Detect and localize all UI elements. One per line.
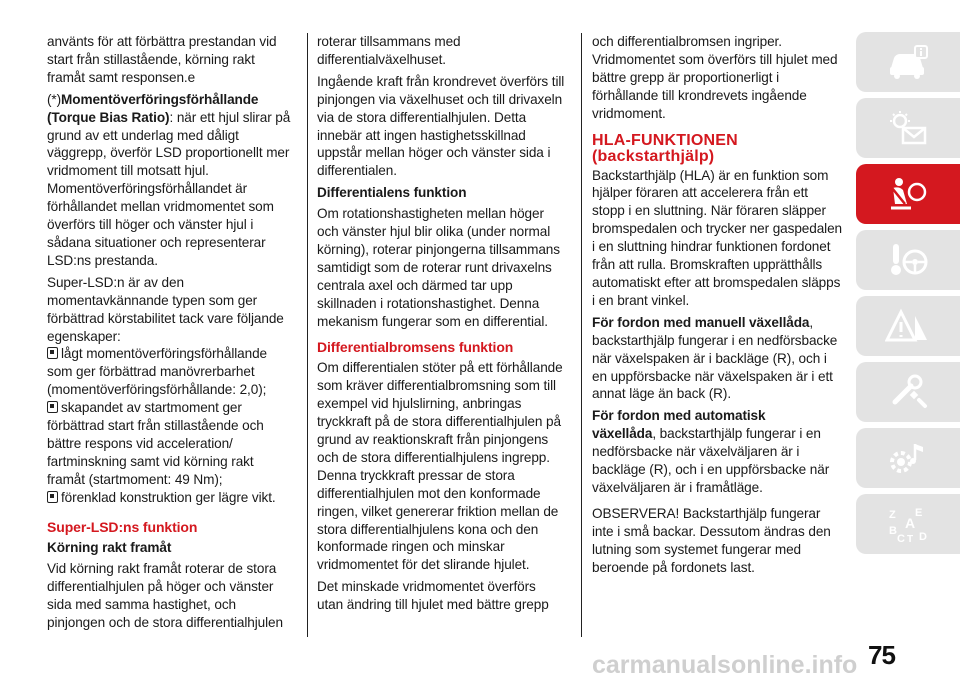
tab-car-info[interactable]	[856, 32, 960, 92]
manual-transmission-paragraph: För fordon med manuell växellåda, backstarthjälp fungerar i en nedförsbacke när växelspaken är i backläge (R), och i en uppförsbacke när växelspaken är i ett annat läge än back (R).	[592, 314, 838, 402]
paragraph: roterar tillsammans med differentialväxelhuset.	[317, 34, 461, 67]
page-number: 75	[868, 640, 895, 670]
watermark: carmanualsonline.info	[592, 651, 858, 679]
note-text: : när ett hjul slirar på grund av ett underlag med dåligt väggrepp, överför LSD proportionellt mer vridmoment till motsatt hjul. Momentöverföringsförhållandet är förhållandet mellan vridmomentet som överförs till höger och vänster hjul i sådana situationer och representerar LSD:ns prestanda.	[47, 109, 291, 268]
tab-maintenance[interactable]	[856, 362, 960, 422]
chapter-tabs	[856, 32, 960, 560]
paragraph: Super-LSD:n är av den momentavkännande typen som ger förbättrad körstabilitet tack vare följande egenskaper:	[47, 274, 284, 344]
tab-multimedia[interactable]	[856, 428, 960, 488]
bullet-icon	[47, 491, 58, 503]
wrench-tools-icon	[885, 372, 931, 412]
column-divider	[581, 33, 582, 637]
warning-triangle-icon	[885, 306, 931, 346]
tab-dashboard-lights[interactable]	[856, 98, 960, 158]
paragraph: och differentialbromsen ingriper. Vridmomentet som överförs till hjulet med bättre grepp är proportionerligt i förhållande till krondrevets ingående vridmoment.	[592, 34, 838, 121]
torque-bias-note	[47, 91, 295, 270]
bullet-icon	[47, 347, 58, 359]
index-letter: Z	[889, 509, 896, 521]
section-heading: Differentialbromsens funktion	[317, 338, 514, 355]
index-letter: D	[919, 531, 927, 543]
note-marker: (*)	[47, 91, 62, 107]
automatic-transmission-paragraph: För fordon med automatisk växellåda, backstarthjälp fungerar i en nedförsbacke när växelväljaren är i backläge (R), och i en uppförsbacke när växelväljaren är i framåtläge.	[592, 408, 830, 495]
paragraph: Ingående kraft från krondrevet överförs till pinjongen via växelhuset och till drivaxeln via de stora differentialhjulen. Detta innebär att ingen hastighetsskillnad uppstår mellan höger och vänster sida i differentialen.	[317, 73, 565, 179]
tab-safety[interactable]	[856, 164, 960, 224]
dashboard-lights-icon	[885, 108, 931, 148]
bullet-item: lågt momentöverföringsförhållande som ger förbättrad manövrerbarhet (momentöverföringsförhållande: 2,0);	[47, 346, 268, 398]
index-letter: B	[889, 525, 897, 537]
note-paragraph: OBSERVERA! Backstarthjälp fungerar inte i små backar. Dessutom ändras den lutning som systemet fungerar med beroende på fordonets last.	[592, 505, 831, 575]
bullet-icon	[47, 401, 58, 413]
index-letter: T	[907, 534, 914, 544]
hla-heading: HLA-FUNKTIONEN (backstarthjälp)	[592, 131, 738, 165]
paragraph: Backstarthjälp (HLA) är en funktion som hjälper föraren att accelerera från ett stopp i en sluttning. När föraren släpper bromspedalen och trycker ner gaspedalen i en sluttning hindrar funktionen fordonet från att rulla. Bromskraften upprätthålls automatiskt efter att bromspedalen släpps i en brant vinkel.	[592, 167, 843, 308]
index-letter: A	[905, 515, 916, 531]
seatbelt-airbag-icon	[885, 174, 931, 214]
paragraph: Vid körning rakt framåt roterar de stora differentialhjulen på höger och vänster sida med samma hastighet, och pinjongen och de stora differentialhjulen	[47, 561, 283, 631]
alphabet-index-icon	[885, 504, 931, 544]
key-steering-wheel-icon	[885, 240, 931, 280]
tab-index[interactable]	[856, 494, 960, 554]
paragraph: Det minskade vridmomentet överförs utan ändring till hjulet med bättre grepp	[317, 579, 549, 613]
tab-emergency[interactable]	[856, 296, 960, 356]
bullet-item: förenklad konstruktion ger lägre vikt.	[47, 489, 295, 507]
section-heading: Super-LSD:ns funktion	[47, 518, 198, 535]
index-letter: E	[915, 507, 923, 519]
car-info-icon	[885, 42, 931, 82]
text-column-3	[592, 33, 842, 580]
paragraph: Om rotationshastigheten mellan höger och vänster hjul blir olika (under normal körning), roterar pinjongerna tillsammans samtidigt som de roterar runt drivaxelns centrala axel och därmed tar upp skillnaden i rotationshastighet. Denna mekanism fungerar som en differential.	[317, 206, 560, 329]
column-divider	[307, 33, 308, 637]
note-term: Momentöverföringsförhållande (Torque Bias Ratio)	[47, 91, 259, 125]
tab-starting-driving[interactable]	[856, 230, 960, 290]
paragraph: använts för att förbättra prestandan vid start från stillastående, körning rakt framåt samt responsen.e	[47, 34, 277, 85]
paragraph: Om differentialen stöter på ett förhållande som kräver differentialbromsning som till exempel vid hjulslirning, anbringas tryckkraft på de stora differentialhjulen på grund av reaktionskraft från pinjongens och de stora differentialhjulens ingrepp. Denna tryckkraft pressar de stora differentialhjulen mot den konformade ringen, vilket genererar friktion mellan de stora differentialhjulens kona och den konformade ringen och minskar vridmomentet för det slirande hjulet.	[317, 360, 563, 573]
gear-music-icon	[885, 438, 931, 478]
text-column-1	[47, 33, 295, 636]
bullet-item: skapandet av startmoment ger förbättrad start från stillastående och bättre respons vid acceleration/ fartminskning samt vid körning rakt framåt (startmoment: 49 Nm);	[47, 400, 264, 487]
subsection-heading: Körning rakt framåt	[47, 540, 172, 556]
text-column-2	[317, 33, 565, 618]
index-letter: C	[897, 533, 905, 544]
subsection-heading: Differentialens funktion	[317, 185, 467, 201]
